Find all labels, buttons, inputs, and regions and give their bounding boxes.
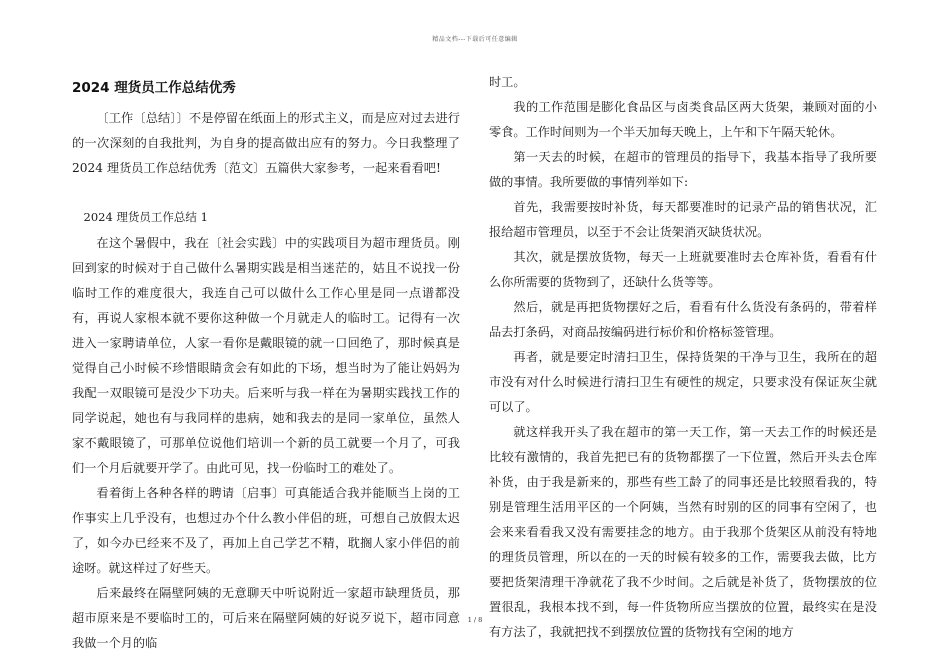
document-title: 2024 理货员工作总结优秀 [72,80,236,96]
body-paragraph: 看着街上各种各样的聘请〔启事〕可真能适合我并能顺当上岗的工作事实上几乎没有，也想过办个什么教小伴侣的班，可想自己放假太迟了，如今办已经来不及了，再加上自己学艺不精，耽搁人家小伴侣的前途呀。就这样过了好些天。 [72,486,460,575]
body-paragraph: 其次，就是摆放货物，每天一上班就要准时去仓库补货，看看有什么你所需要的货物到了，还缺什么货等等。 [489,250,877,289]
body-paragraph: 再者，就是要定时清扫卫生，保持货架的干净与卫生，我所在的超市没有对什么时候进行清扫卫生有硬性的规定，只要求没有保证灰尘就可以了。 [489,350,877,414]
section-subheading: 2024 理货员工作总结 1 [83,210,208,224]
body-paragraph: 时工。 [489,75,526,89]
body-paragraph: 首先，我需要按时补货，每天都要准时的记录产品的销售状况，汇报给超市管理员，以至于不会让货架消灭缺货状况。 [489,200,877,239]
intro-paragraph: 〔工作〔总结〕〕不是停留在纸面上的形式主义，而是应对过去进行的一次深刻的自我批判，为自身的提高做出应有的努力。今日我整理了 2024 理货员工作总结优秀〔范文〕五篇供大家参考，一起来看看吧! [72,111,460,175]
page-number: 1 / 8 [467,616,483,624]
body-paragraph: 我的工作范围是膨化食品区与卤类食品区两大货架，兼顾对面的小零食。工作时间则为一个半天加每天晚上，上午和下午隔天轮休。 [489,100,877,139]
body-paragraph: 在这个暑假中，我在〔社会实践〕中的实践项目为超市理货员。刚回到家的时候对于自己做什么暑期实践是相当迷茫的，姑且不说找一份临时工作的难度很大，我连自己可以做什么工作心里是同一点谱都没有，再说人家根本就不要你这种做一个月就走人的临时工。记得有一次进入一家聘请单位，人家一看你是戴眼镜的就一口回绝了，那时候真是觉得自己小时候不珍惜眼睛贪会有如此的下场，想当时为了能让妈妈为我配一双眼镜可是没少下功夫。后来听与我一样在为暑期实践找工作的同学说起，她也有与我同样的患病，她和我去的是同一家单位，虽然人家不戴眼镜了，可那单位说他们培训一个新的员工就要一个月了，可我们一个月后就要开学了。由此可见，找一份临时工的难处了。 [72,236,460,475]
body-paragraph: 就这样我开头了我在超市的第一天工作，第一天去工作的时候还是比较有激情的，我首先把已有的货物都摆了一下位置，然后开头去仓库补货，由于我是新来的，那些有些工龄了的同事还是比较照看我的，特别是管理生活用平区的一个阿姨，当然有时别的区的同事有空闲了，也会来来看看我又没有需要挂念的地方。由于我那个货架区从前没有特地的理货员管理，所以在的一天的时候有较多的工作，需要我去做，比方要把货架清理干净就花了我不少时间。之后就是补货了，货物摆放的位置很乱，我根本找不到，每一件货物所应当摆放的位置，最终实在是没有方法了，我就把找不到摆放位置的货物找有空闲的地方 [489,425,877,639]
right-column [489,70,877,645]
body-paragraph: 第一天去的时候，在超市的管理员的指导下，我基本指导了我所要做的事情。我所要做的事情列举如下: [489,150,877,189]
body-paragraph: 然后，就是再把货物摆好之后，看看有什么货没有条码的，带着样品去打条码，对商品按编码进行标价和价格标签管理。 [489,300,877,339]
left-column [72,70,460,656]
page-header: 精品文档---下载后可任意编辑 [432,36,518,43]
body-paragraph: 后来最终在隔壁阿姨的无意聊天中听说附近一家超市缺理货员，那超市原来是不要临时工的，可后来在隔壁阿姨的好说歹说下，超市同意我做一个月的临 [72,586,460,650]
